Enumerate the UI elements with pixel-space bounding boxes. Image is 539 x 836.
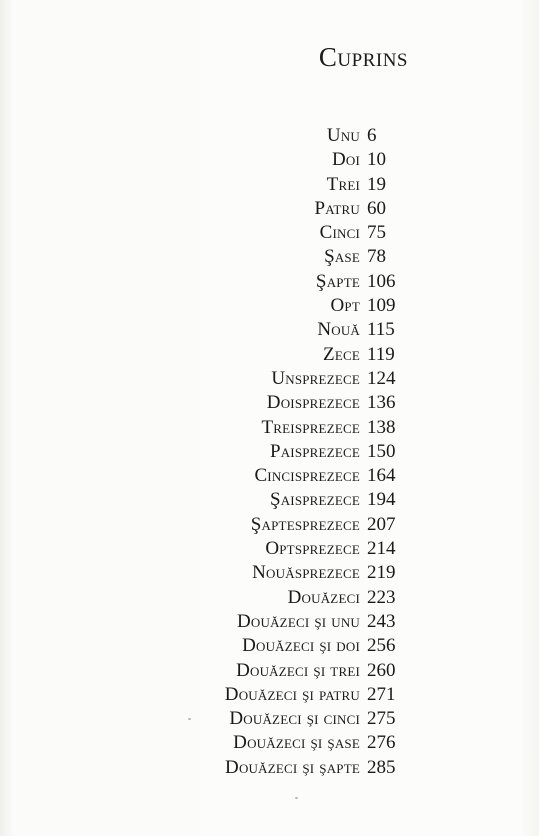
- toc-entry-page-number: 285: [367, 756, 396, 778]
- toc-entry-title: Paisprezece: [269, 440, 360, 462]
- toc-entry-title: Unu: [326, 125, 360, 146]
- toc-entry-title: Unsprezece: [271, 367, 360, 389]
- toc-entry: [225, 148, 399, 172]
- toc-entry-title: Doisprezece: [266, 392, 360, 414]
- toc-entry: [225, 756, 399, 780]
- toc-entry-title: Patru: [314, 197, 360, 219]
- toc-entry: [225, 416, 399, 440]
- toc-entry-page-number: 223: [367, 586, 396, 608]
- toc-entry: [225, 173, 399, 197]
- toc-entry-title: Douăzeci şi trei: [236, 659, 360, 681]
- toc-entry-page-number: 10: [367, 149, 386, 171]
- print-speck: [295, 797, 298, 799]
- toc-entry-title: Nouăsprezece: [252, 562, 360, 584]
- toc-entry-title: Treisprezece: [261, 416, 360, 438]
- toc-entry-page-number: 275: [367, 708, 396, 730]
- toc-entry-page-number: 243: [367, 610, 396, 632]
- page-title: Cuprins: [318, 42, 408, 72]
- toc-entry: [225, 391, 399, 415]
- toc-entry-title: Douăzeci şi şase: [233, 732, 360, 754]
- toc-entry: [225, 537, 399, 561]
- toc-entry-page-number: 271: [367, 683, 396, 705]
- toc-entry-title: Şaptesprezece: [250, 513, 360, 535]
- toc-entry-page-number: 115: [367, 319, 395, 341]
- toc-entry-page-number: 75: [367, 222, 386, 244]
- toc-entry-title: Douăzeci şi unu: [237, 610, 360, 632]
- toc-entry-page-number: 78: [367, 246, 386, 268]
- toc-entry: [225, 488, 399, 512]
- toc-entry: [225, 586, 399, 610]
- toc-entry: [225, 464, 399, 488]
- toc-entry-title: Douăzeci şi cinci: [229, 708, 360, 730]
- toc-entry: [225, 731, 399, 755]
- toc-entry: [225, 440, 399, 464]
- toc-entry: [225, 245, 399, 269]
- toc-entry-title: Douăzeci şi patru: [224, 683, 360, 705]
- toc-entry: [225, 367, 399, 391]
- toc-entry-page-number: 106: [367, 270, 396, 292]
- toc-entry-page-number: 60: [367, 197, 386, 219]
- toc-entry-page-number: 276: [367, 732, 396, 754]
- toc-entry-title: Douăzeci: [287, 586, 360, 608]
- toc-entry-title: Cincisprezece: [254, 465, 360, 487]
- toc-entry-title: Trei: [326, 173, 360, 195]
- toc-entry: [225, 634, 399, 658]
- toc-entry: [225, 561, 399, 585]
- toc-entry-page-number: 138: [367, 416, 396, 438]
- toc-entry-page-number: 136: [367, 392, 396, 414]
- toc-entry: [225, 270, 399, 294]
- toc-entry-page-number: 260: [367, 659, 396, 681]
- table-of-contents: [225, 124, 399, 780]
- toc-entry-title: Şase: [324, 246, 360, 268]
- toc-entry-title: Zece: [323, 343, 360, 365]
- toc-entry-title: Nouă: [317, 319, 360, 341]
- toc-entry: [225, 610, 399, 634]
- toc-entry: [225, 221, 399, 245]
- toc-entry: [225, 343, 399, 367]
- toc-entry-page-number: 109: [367, 295, 396, 317]
- toc-entry-title: Şapte: [315, 270, 360, 292]
- toc-entry-title: Douăzeci şi doi: [242, 635, 360, 657]
- print-speck: [188, 718, 191, 720]
- toc-entry-page-number: 207: [367, 513, 396, 535]
- toc-entry-title: Douăzeci şi şapte: [225, 756, 360, 778]
- toc-entry: [225, 707, 399, 731]
- toc-entry: [225, 513, 399, 537]
- toc-entry: [225, 197, 399, 221]
- toc-entry: [225, 294, 399, 318]
- toc-entry-page-number: 214: [367, 538, 396, 560]
- toc-entry-title: Optsprezece: [265, 538, 360, 560]
- toc-entry-page-number: 219: [367, 562, 396, 584]
- toc-entry: [225, 683, 399, 707]
- toc-entry-page-number: 150: [367, 440, 396, 462]
- toc-entry-title: Opt: [330, 295, 360, 317]
- toc-entry-page-number: 194: [367, 489, 396, 511]
- toc-entry: [225, 318, 399, 342]
- toc-entry: [225, 124, 399, 148]
- toc-entry-page-number: 19: [367, 173, 386, 195]
- toc-entry-page-number: 256: [367, 635, 396, 657]
- toc-entry-page-number: 119: [367, 343, 395, 365]
- toc-entry: [225, 659, 399, 683]
- toc-entry-page-number: 124: [367, 367, 396, 389]
- toc-entry-title: Doi: [331, 149, 360, 171]
- toc-entry-page-number: 6: [367, 125, 377, 146]
- toc-entry-title: Cinci: [319, 222, 360, 244]
- toc-entry-page-number: 164: [367, 465, 396, 487]
- toc-entry-title: Şaisprezece: [269, 489, 360, 511]
